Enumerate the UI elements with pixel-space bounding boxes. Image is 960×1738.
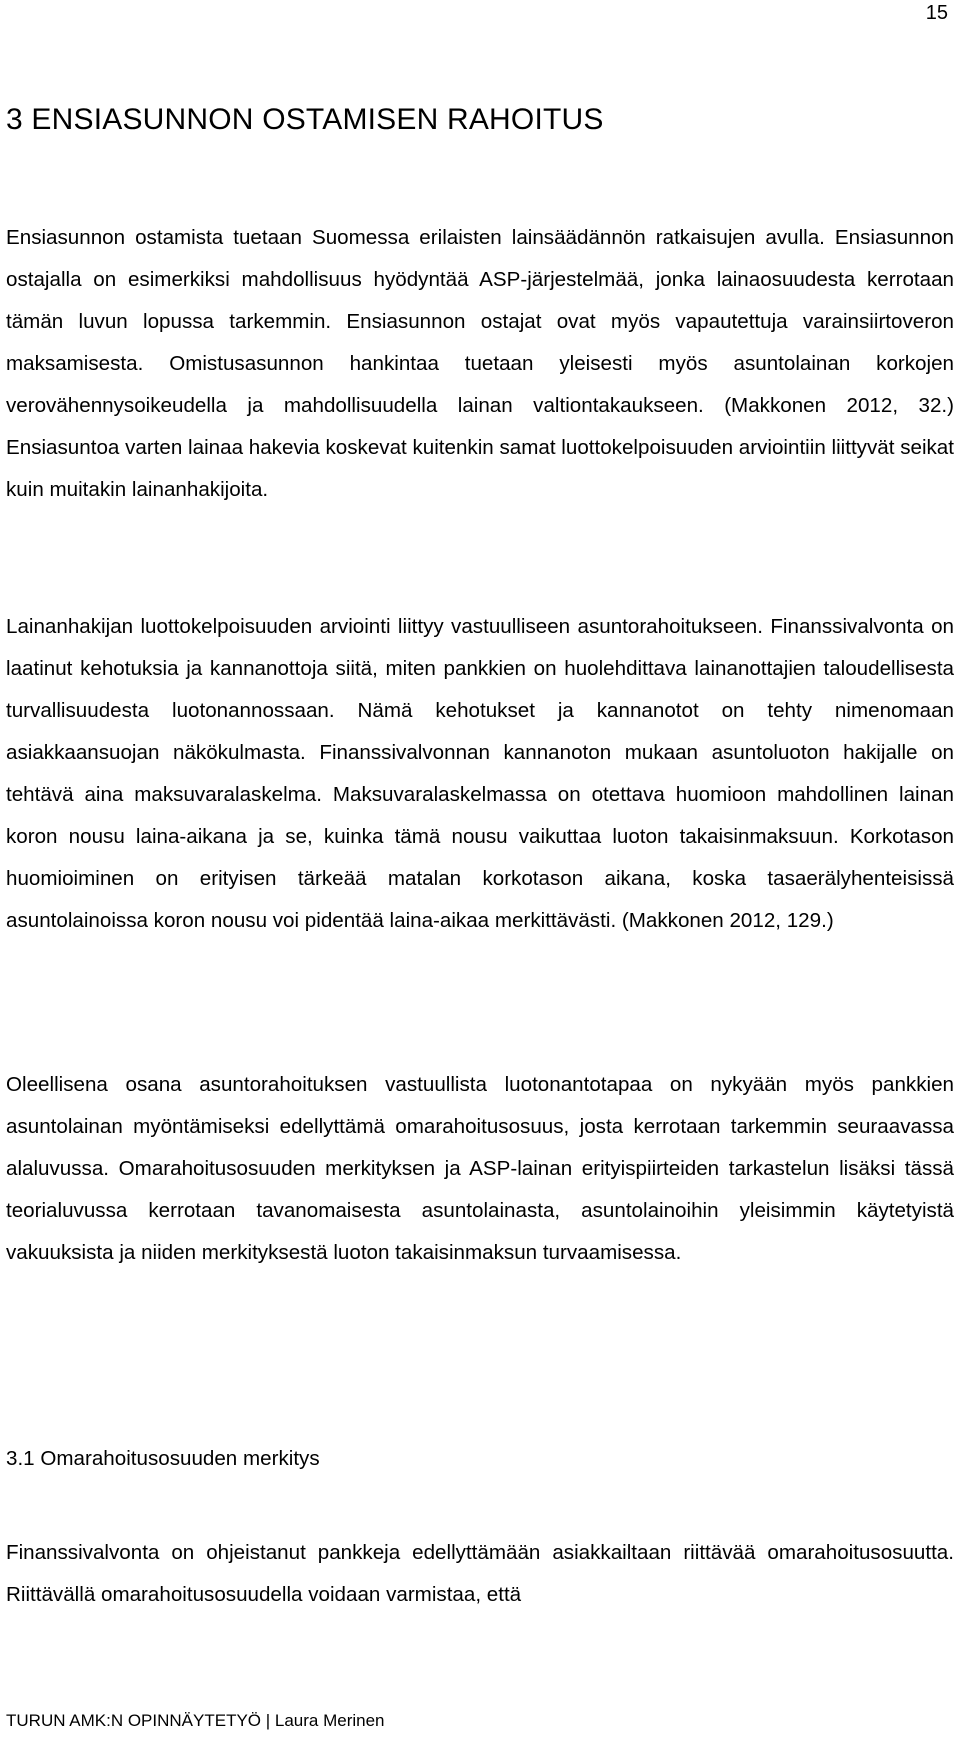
body-paragraph-3: Oleellisena osana asuntorahoituksen vastuullista luotonantotapaa on nykyään myös pankkien asuntolainan myöntämiseksi edellyttämä omarahoitusosuus, josta kerrotaan tarkemmin seuraavassa alaluvussa. Omarahoitusosuuden merkityksen ja ASP-lainan erityispiirteiden tarkastelun lisäksi tässä teorialuvussa kerrotaan tavanomaisesta asuntolainasta, asuntolainoihin yleisimmin käytetyistä vakuuksista ja niiden merkityksestä luoton takaisinmaksun turvaamisessa. bbox=[6, 1073, 954, 1264]
body-paragraph-1: Ensiasunnon ostamista tuetaan Suomessa erilaisten lainsäädännön ratkaisujen avulla. Ensiasunnon ostajalla on esimerkiksi mahdollisuus hyödyntää ASP-järjestelmää, jonka lainaosuudesta kerrotaan tämän luvun lopussa tarkemmin. Ensiasunnon ostajat ovat myös vapautettuja varainsiirtoveron maksamisesta. Omistusasunnon hankintaa tuetaan yleisesti myös asuntolainan korkojen verovähennysoikeudella ja mahdollisuudella lainan valtiontakaukseen. (Makkonen 2012, 32.) Ensiasuntoa varten lainaa hakevia koskevat kuitenkin samat luottokelpoisuuden arviointiin liittyvät seikat kuin muitakin lainanhakijoita. bbox=[6, 226, 954, 501]
section-subheading: 3.1 Omarahoitusosuuden merkitys bbox=[6, 1447, 320, 1470]
page-footer: TURUN AMK:N OPINNÄYTETYÖ | Laura Merinen bbox=[6, 1711, 385, 1730]
body-paragraph-4: Finanssivalvonta on ohjeistanut pankkeja edellyttämään asiakkailtaan riittävää omarahoitusosuutta. Riittävällä omarahoitusosuudella voidaan varmistaa, että bbox=[6, 1541, 954, 1606]
body-paragraph-2: Lainanhakijan luottokelpoisuuden arviointi liittyy vastuulliseen asuntorahoitukseen. Finanssivalvonta on laatinut kehotuksia ja kannanottoja siitä, miten pankkien on huolehdittava lainanottajien taloudellisesta turvallisuudesta luotonannossaan. Nämä kehotukset ja kannanotot on tehty nimenomaan asiakkaansuojan näkökulmasta. Finanssivalvonnan kannanoton mukaan asuntoluoton hakijalle on tehtävä aina maksuvaralaskelma. Maksuvaralaskelmassa on otettava huomioon mahdollinen lainan koron nousu laina-aikana ja se, kuinka tämä nousu vaikuttaa luoton takaisinmaksuun. Korkotason huomioiminen on erityisen tärkeää matalan korkotason aikana, koska tasaerälyhenteisissä asuntolainoissa koron nousu voi pidentää laina-aikaa merkittävästi. (Makkonen 2012, 129.) bbox=[6, 615, 954, 932]
page-number: 15 bbox=[925, 2, 948, 24]
chapter-heading: 3 ENSIASUNNON OSTAMISEN RAHOITUS bbox=[6, 103, 604, 136]
